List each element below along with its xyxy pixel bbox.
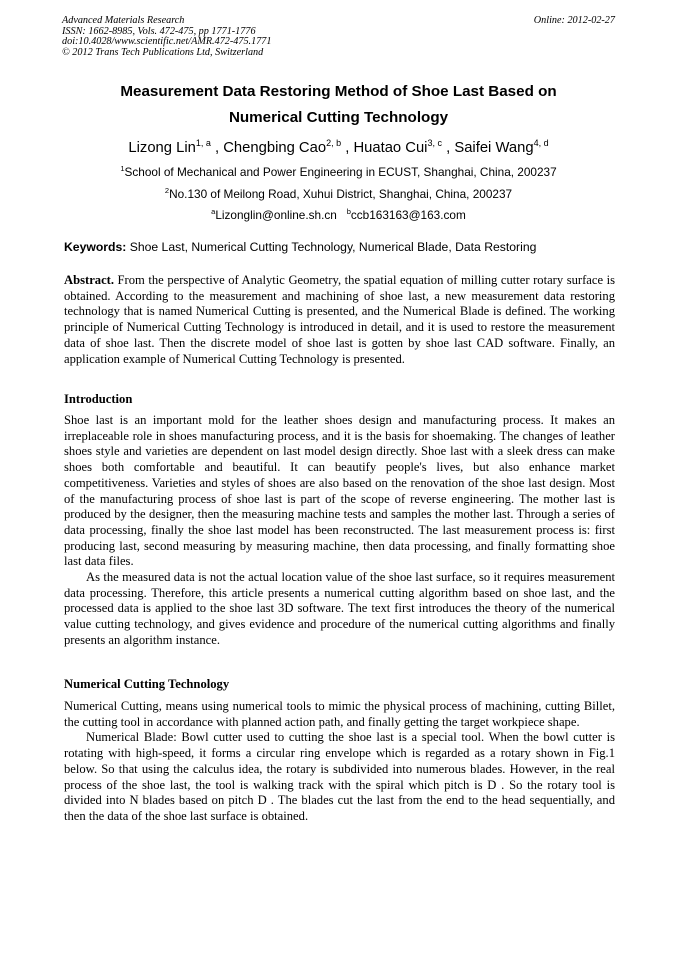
affiliation-mark: 2 xyxy=(164,186,170,195)
author-affiliation-mark: 1, a xyxy=(195,138,211,148)
author-separator: , xyxy=(441,140,455,156)
journal-name: Advanced Materials Research xyxy=(62,15,185,26)
online-date: Online: 2012-02-27 xyxy=(533,15,615,26)
paragraph: Shoe last is an important mold for the leather shoes design and manufacturing process. It makes an irreplaceable role in shoes manufacturing process, and it is the basis for shoemaking. The changes of leather shoes style and varieties are dependent on last model design directly. Shoe last with a sleek dress can make shoes both comfortable and beautiful. It can beautify people's lives, but also enhance market competitiveness. Varieties and styles of shoes are also based on the renovation of the shoe last design. Most of the manufacturing process of shoe last is part of the scope of reverse engineering. The mother last is produced by the designer, then the measuring machine tests and samples the mother last. Through a series of data processing, finally the shoe last model has been reconstructed. The last measurement process is: first producing last, second measuring by measuring machine, then data processing, and finally formatting shoe last data files. xyxy=(64,413,615,569)
doi-line: doi:10.4028/www.scientific.net/AMR.472-475.1771 xyxy=(62,36,272,48)
affiliation-mark: 1 xyxy=(120,164,125,173)
author-affiliation-mark: 2, b xyxy=(326,138,342,148)
affiliation-text: School of Mechanical and Power Engineering in ECUST, Shanghai, China, 200237 xyxy=(124,165,557,179)
paragraph: Numerical Cutting, means using numerical tools to mimic the physical process of machining, cutting Billet, the cutting tool in accordance with planned action path, and finally getting the target workpiece shape. xyxy=(64,699,615,729)
author-emails xyxy=(62,207,615,223)
paper-title xyxy=(62,79,615,131)
paragraph: As the measured data is not the actual location value of the shoe last surface, so it requires measurement data processing. Therefore, this article presents a numerical cutting algorithm based on shoe last, and the processed data is applied to the shoe last 3D software. The text first introduces the theory of the numerical value cutting technology, and gives evidence and procedure of the numerical cutting algorithms and finally presents an algorithm instance. xyxy=(64,570,615,647)
author-affiliation-mark: 4, d xyxy=(533,138,549,148)
email-mark: a xyxy=(211,207,216,216)
author-affiliation-mark: 3, c xyxy=(427,138,442,148)
introduction-body xyxy=(64,413,615,649)
keywords-line xyxy=(64,239,616,255)
section-heading-numerical-cutting: Numerical Cutting Technology xyxy=(64,677,230,691)
copyright-line: © 2012 Trans Tech Publications Ltd, Switzerland xyxy=(62,46,264,58)
abstract xyxy=(64,273,615,367)
title-line-1: Measurement Data Restoring Method of Shoe Last Based on xyxy=(120,83,557,100)
title-line-2: Numerical Cutting Technology xyxy=(228,109,449,126)
journal-header xyxy=(62,16,271,58)
author-separator: , xyxy=(341,140,354,156)
abstract-text: From the perspective of Analytic Geometry, the spatial equation of milling cutter rotary surface is obtained. According to the measurement and machining of shoe last, a new measurement data restoring technology that is named Numerical Cutting is presented, and the Numerical Blade is defined. The working principle of Numerical Cutting Technology is introduced in detail, and it is used to restore the measurement data of shoe last. Then the discrete model of shoe last is gotten by shoe last CAD software. Finally, an application example of Numerical Cutting Technology is presented. xyxy=(64,273,615,366)
issn-line: ISSN: 1662-8985, Vols. 472-475, pp 1771-1776 xyxy=(62,25,256,37)
email-link[interactable]: Lizonglin@online.sh.cn xyxy=(215,208,337,222)
author-separator: , xyxy=(210,140,224,156)
abstract-label: Abstract. xyxy=(64,273,115,287)
email-link[interactable]: ccb163163@163.com xyxy=(350,208,466,222)
author-list xyxy=(62,139,615,157)
numerical-cutting-body xyxy=(64,699,615,825)
affiliation-text: No.130 of Meilong Road, Xuhui District, Shanghai, China, 200237 xyxy=(169,187,513,201)
author-name: Huatao Cui xyxy=(353,140,428,156)
author-name: Lizong Lin xyxy=(128,140,196,156)
email-mark: b xyxy=(346,207,351,216)
affiliation-1 xyxy=(62,164,615,180)
author-name: Saifei Wang xyxy=(454,140,534,156)
author-name: Chengbing Cao xyxy=(223,140,327,156)
keywords-label: Keywords: xyxy=(64,240,127,254)
affiliation-2 xyxy=(62,186,615,202)
section-heading-introduction: Introduction xyxy=(64,392,133,406)
paragraph: Numerical Blade: Bowl cutter used to cutting the shoe last is a special tool. When the bowl cutter is rotating with high-speed, it forms a circular ring envelope which is regarded as a rotary shown in Fig.1 below. So that using the calculus idea, the rotary is subdivided into numerous blades. However, in the real process of the shoe last, the tool is walking track with the spiral which pitch is D . So the rotary tool is divided into N blades based on pitch D . The blades cut the last from the end to the head sequentially, and then the data of the shoe last surface is obtained. xyxy=(64,730,615,823)
keywords-text: Shoe Last, Numerical Cutting Technology, Numerical Blade, Data Restoring xyxy=(126,240,537,254)
